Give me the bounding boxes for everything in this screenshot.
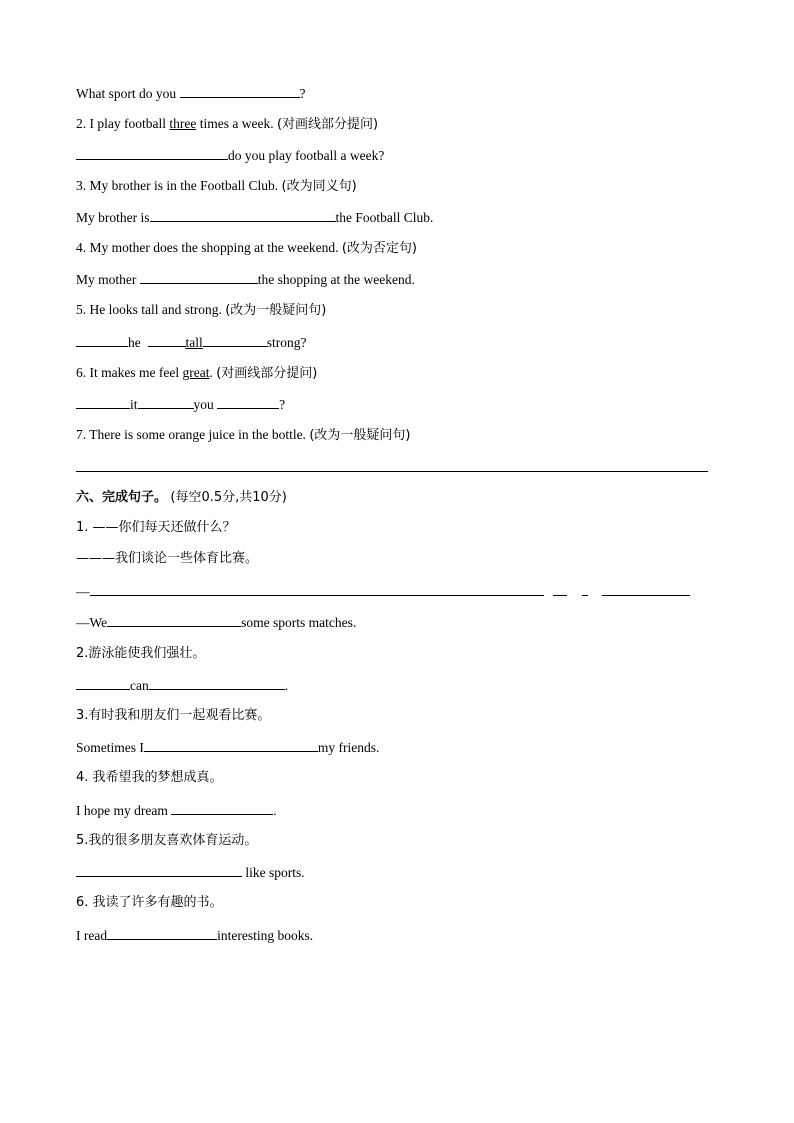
q5-word-tall: tall <box>185 335 203 350</box>
q7-line <box>76 426 410 445</box>
q2-instruction: (对画线部分提问) <box>276 117 379 132</box>
q4-answer-line <box>76 270 415 289</box>
s5-answer-b: like sports. <box>245 865 305 880</box>
q4-answer-a: My mother <box>76 272 137 287</box>
s1-chinese-question: 1. ——你们每天还做什么？ <box>76 520 236 535</box>
s1-question-blank-3[interactable] <box>582 582 588 596</box>
q2-line <box>76 115 378 134</box>
q2-answer-text: do you play football a week? <box>228 148 385 163</box>
q6-underlined-word: great <box>182 365 210 380</box>
q1-text: What sport do you <box>76 86 177 101</box>
s1-answer-blank[interactable] <box>107 613 241 627</box>
part6-heading-line <box>76 488 287 507</box>
s2-blank-2[interactable] <box>149 676 285 690</box>
q6-answer-line <box>76 395 285 414</box>
q3-blank[interactable] <box>150 208 336 222</box>
s4-blank[interactable] <box>171 801 273 815</box>
q5-blank-3[interactable] <box>203 333 267 347</box>
q5-blank-1[interactable] <box>76 333 128 347</box>
s1-question-blank-4[interactable] <box>602 582 690 596</box>
q1-line <box>76 84 306 103</box>
q2-answer-line <box>76 146 384 165</box>
q4-text: 4. My mother does the shopping at the weekend. <box>76 240 339 255</box>
q1-end: ? <box>299 86 306 101</box>
q6-period: . <box>209 365 213 380</box>
q3-answer-b: the Football Club. <box>335 210 434 225</box>
s4-answer-line <box>76 801 277 820</box>
q6-end: ? <box>279 397 286 412</box>
q4-instruction: (改为否定句) <box>341 241 417 256</box>
q6-word-it: it <box>130 397 138 412</box>
s1-question-blank-1[interactable] <box>90 582 544 596</box>
s1-we: —We <box>76 615 108 630</box>
s5-answer-line <box>76 863 305 882</box>
q5-word-he: he <box>128 335 141 350</box>
s6-blank[interactable] <box>107 926 217 940</box>
q7-answer-blank[interactable] <box>76 471 708 472</box>
s6-chinese: 6. 我读了许多有趣的书。 <box>76 895 223 910</box>
s1-answer-rest: some sports matches. <box>241 615 357 630</box>
s4-answer-a: I hope my dream <box>76 803 168 818</box>
q5-text: 5. He looks tall and strong. <box>76 302 222 317</box>
s6-answer-line <box>76 926 313 945</box>
q6-blank-2[interactable] <box>138 395 194 409</box>
s4-end: . <box>273 803 277 818</box>
q6-blank-3[interactable] <box>217 395 279 409</box>
s1-chinese-answer: ———我们谈论一些体育比赛。 <box>76 551 259 566</box>
q7-instruction: (改为一般疑问句) <box>309 428 411 443</box>
q5-line <box>76 301 326 320</box>
q6-blank-1[interactable] <box>76 395 130 409</box>
q3-instruction: (改为同义句) <box>281 179 357 194</box>
q5-blank-2[interactable] <box>148 333 186 347</box>
s3-blank[interactable] <box>144 738 318 752</box>
q3-answer-a: My brother is <box>76 210 150 225</box>
q2-rest: times a week. <box>199 116 274 131</box>
s2-end: . <box>284 678 289 693</box>
q6-word-you: you <box>193 397 214 412</box>
q2-underlined-word: three <box>169 116 197 131</box>
s3-answer-line <box>76 738 379 757</box>
q2-blank[interactable] <box>76 146 228 160</box>
q4-line <box>76 239 417 258</box>
q6-text: 6. It makes me feel <box>76 365 180 380</box>
s2-blank-1[interactable] <box>76 676 130 690</box>
s2-word-can: can <box>130 678 149 693</box>
q5-word-strong: strong? <box>266 335 307 350</box>
q5-answer-line <box>76 333 307 352</box>
q4-blank[interactable] <box>140 270 258 284</box>
s3-answer-b: my friends. <box>317 740 380 755</box>
s3-answer-a: Sometimes I <box>76 740 144 755</box>
s1-question-blank-2[interactable] <box>553 582 567 596</box>
q3-line <box>76 177 357 196</box>
q7-text: 7. There is some orange juice in the bottle. <box>76 427 306 442</box>
q4-answer-b: the shopping at the weekend. <box>257 272 415 287</box>
s4-chinese: 4. 我希望我的梦想成真。 <box>76 770 223 785</box>
s5-chinese: 5.我的很多朋友喜欢体育运动。 <box>76 833 258 848</box>
s1-answer-line <box>76 613 356 632</box>
q5-instruction: (改为一般疑问句) <box>225 303 327 318</box>
part6-heading: 六、完成句子。 <box>76 490 168 505</box>
s3-chinese: 3.有时我和朋友们一起观看比赛。 <box>76 708 271 723</box>
s5-blank[interactable] <box>76 863 242 877</box>
s2-chinese: 2.游泳能使我们强壮。 <box>76 646 206 661</box>
s6-answer-b: interesting books. <box>217 928 314 943</box>
s1-question-line <box>76 582 690 601</box>
q6-instruction: (对画线部分提问) <box>216 366 318 381</box>
s1-dash: — <box>76 584 90 599</box>
s2-answer-line <box>76 676 288 695</box>
part6-score: (每空0.5分,共10分) <box>170 490 287 505</box>
q6-line <box>76 364 317 383</box>
q3-answer-line <box>76 208 433 227</box>
q3-text: 3. My brother is in the Football Club. <box>76 178 279 193</box>
s6-answer-a: I read <box>76 928 108 943</box>
q2-text: 2. I play football <box>76 116 166 131</box>
q1-blank[interactable] <box>180 84 300 98</box>
